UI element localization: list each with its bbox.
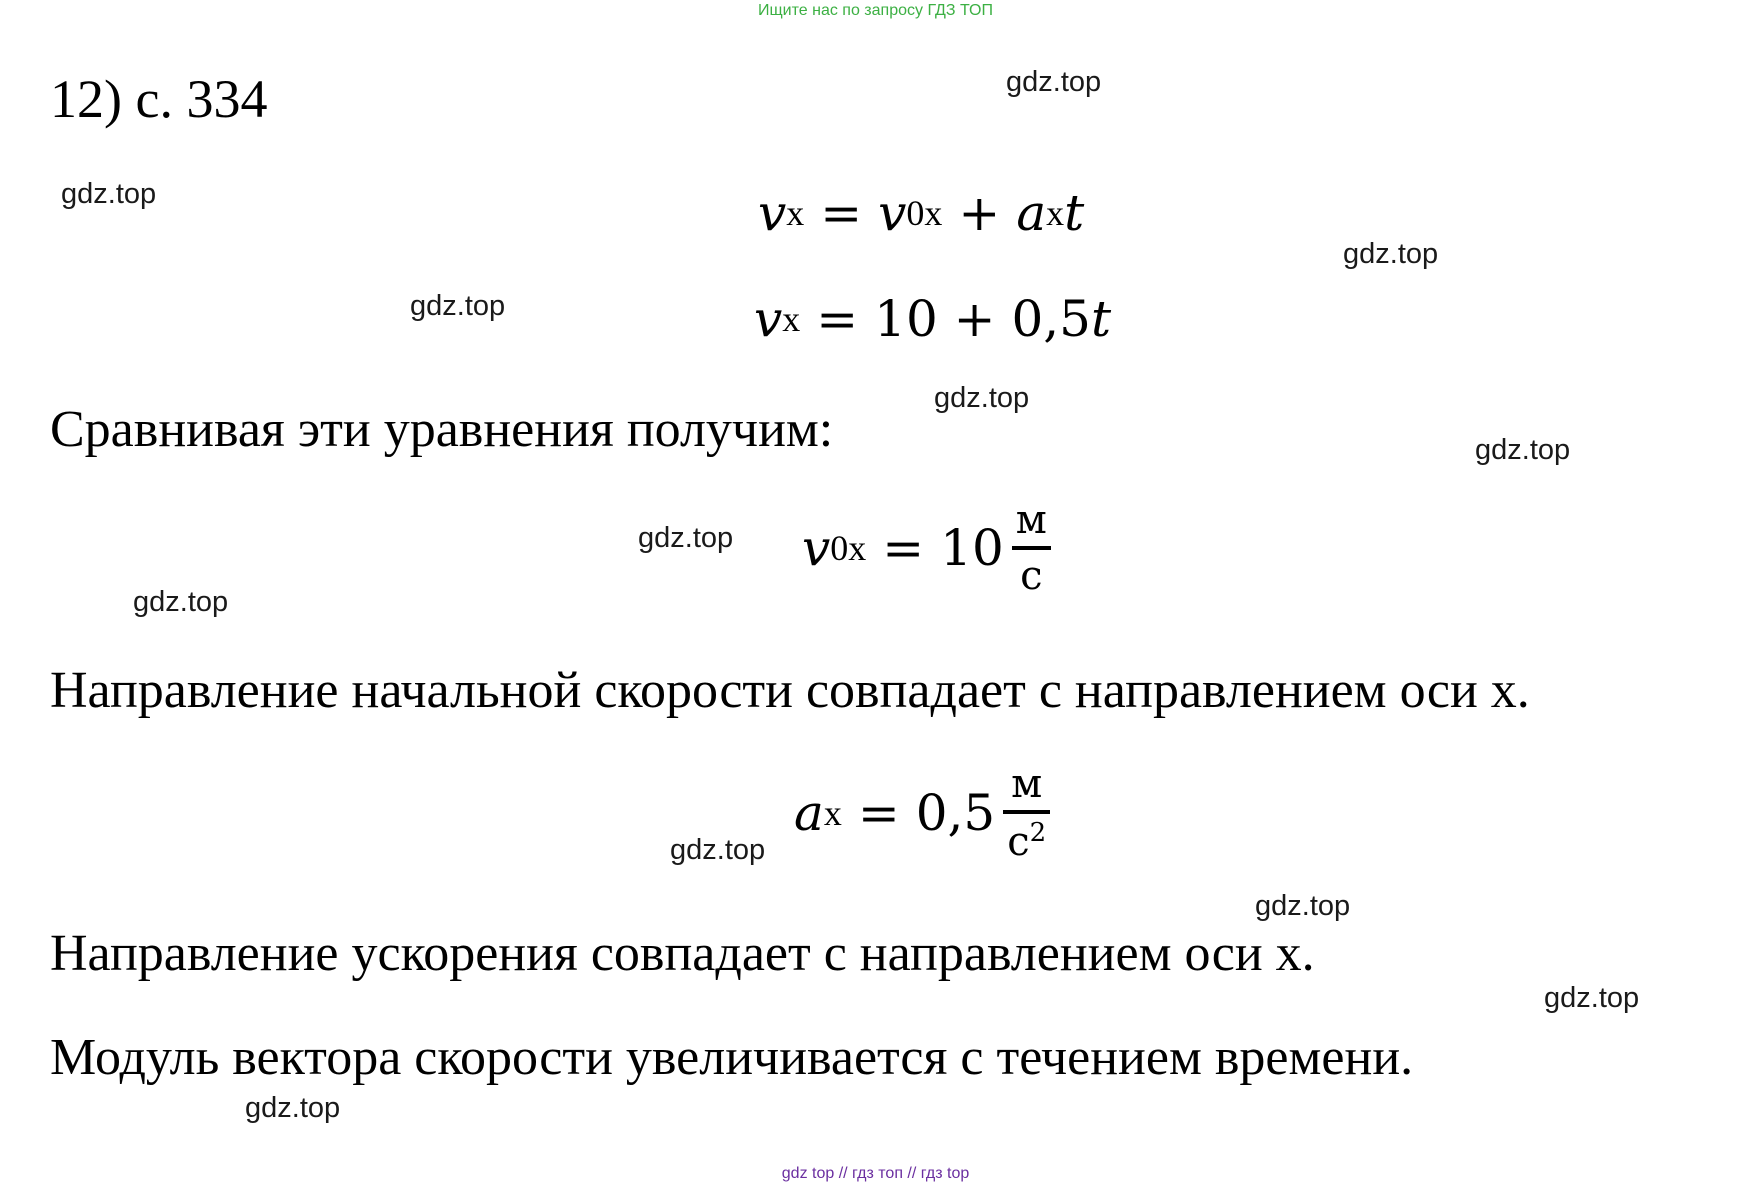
eq4-unit-denominator [1003, 814, 1050, 865]
eq2-lhs-var: v [754, 290, 783, 348]
eq1-lhs-var: v [758, 184, 787, 242]
paragraph-initial-velocity-direction: Направление начальной скорости совпадает с направлением оси x. [50, 662, 1530, 719]
watermark: gdz.top [1475, 434, 1571, 466]
paragraph-comparison: Сравнивая эти уравнения получим: [50, 401, 834, 458]
eq2-lhs-sub: x [782, 299, 801, 339]
eq1-t: t [1064, 184, 1085, 242]
eq4-unit-numerator: м [1011, 761, 1043, 807]
watermark: gdz.top [934, 382, 1030, 414]
eq1-a-sub: x [1046, 193, 1065, 233]
eq3-unit-fraction [1012, 497, 1051, 599]
eq4-value: 0,5 [915, 784, 996, 842]
eq4-unit-den-exponent: 2 [1029, 818, 1047, 848]
eq4-equals: = [857, 784, 900, 842]
footer-links[interactable]: gdz top // гдз топ // гдз top [781, 1165, 970, 1182]
watermark: gdz.top [133, 586, 229, 618]
eq2-rhs: 10 + 0,5 [874, 290, 1091, 348]
watermark: gdz.top [638, 522, 734, 554]
eq3-unit-denominator: с [1020, 553, 1043, 599]
paragraph-acceleration-direction: Направление ускорения совпадает с направлением оси x. [50, 925, 1315, 982]
eq2-t: t [1090, 290, 1112, 348]
watermark: gdz.top [1544, 982, 1640, 1014]
eq1-v0-sub: 0x [906, 193, 943, 233]
watermark: gdz.top [245, 1092, 341, 1124]
eq4-unit-fraction [1003, 761, 1050, 865]
eq3-unit-numerator: м [1015, 497, 1047, 543]
top-banner[interactable]: Ищите нас по запросу ГДЗ ТОП [758, 2, 993, 19]
eq3-lhs-sub: 0x [830, 528, 867, 568]
eq4-lhs-sub: x [823, 793, 842, 833]
eq3-lhs-var: v [802, 519, 831, 577]
eq1-a-var: a [1016, 184, 1047, 242]
eq1-lhs-sub: x [786, 193, 805, 233]
eq4-unit-den-base: с [1007, 819, 1030, 865]
eq1-plus: + [958, 184, 1001, 242]
eq4-lhs-var: a [794, 784, 824, 842]
equation-velocity-specific [754, 290, 1112, 348]
watermark: gdz.top [1255, 890, 1351, 922]
equation-velocity-general [758, 184, 1085, 242]
equation-acceleration [794, 761, 1050, 865]
watermark: gdz.top [1343, 238, 1439, 270]
eq3-equals: = [882, 519, 925, 577]
eq3-value: 10 [940, 519, 1004, 577]
eq2-equals: = [816, 290, 859, 348]
eq1-v0-var: v [878, 184, 907, 242]
watermark: gdz.top [670, 834, 766, 866]
watermark: gdz.top [61, 178, 157, 210]
eq1-equals: = [820, 184, 863, 242]
equation-initial-velocity [802, 497, 1051, 599]
problem-heading: 12) с. 334 [50, 69, 268, 129]
watermark: gdz.top [1006, 66, 1102, 98]
watermark: gdz.top [410, 290, 506, 322]
paragraph-speed-increase: Модуль вектора скорости увеличивается с течением времени. [50, 1029, 1414, 1086]
